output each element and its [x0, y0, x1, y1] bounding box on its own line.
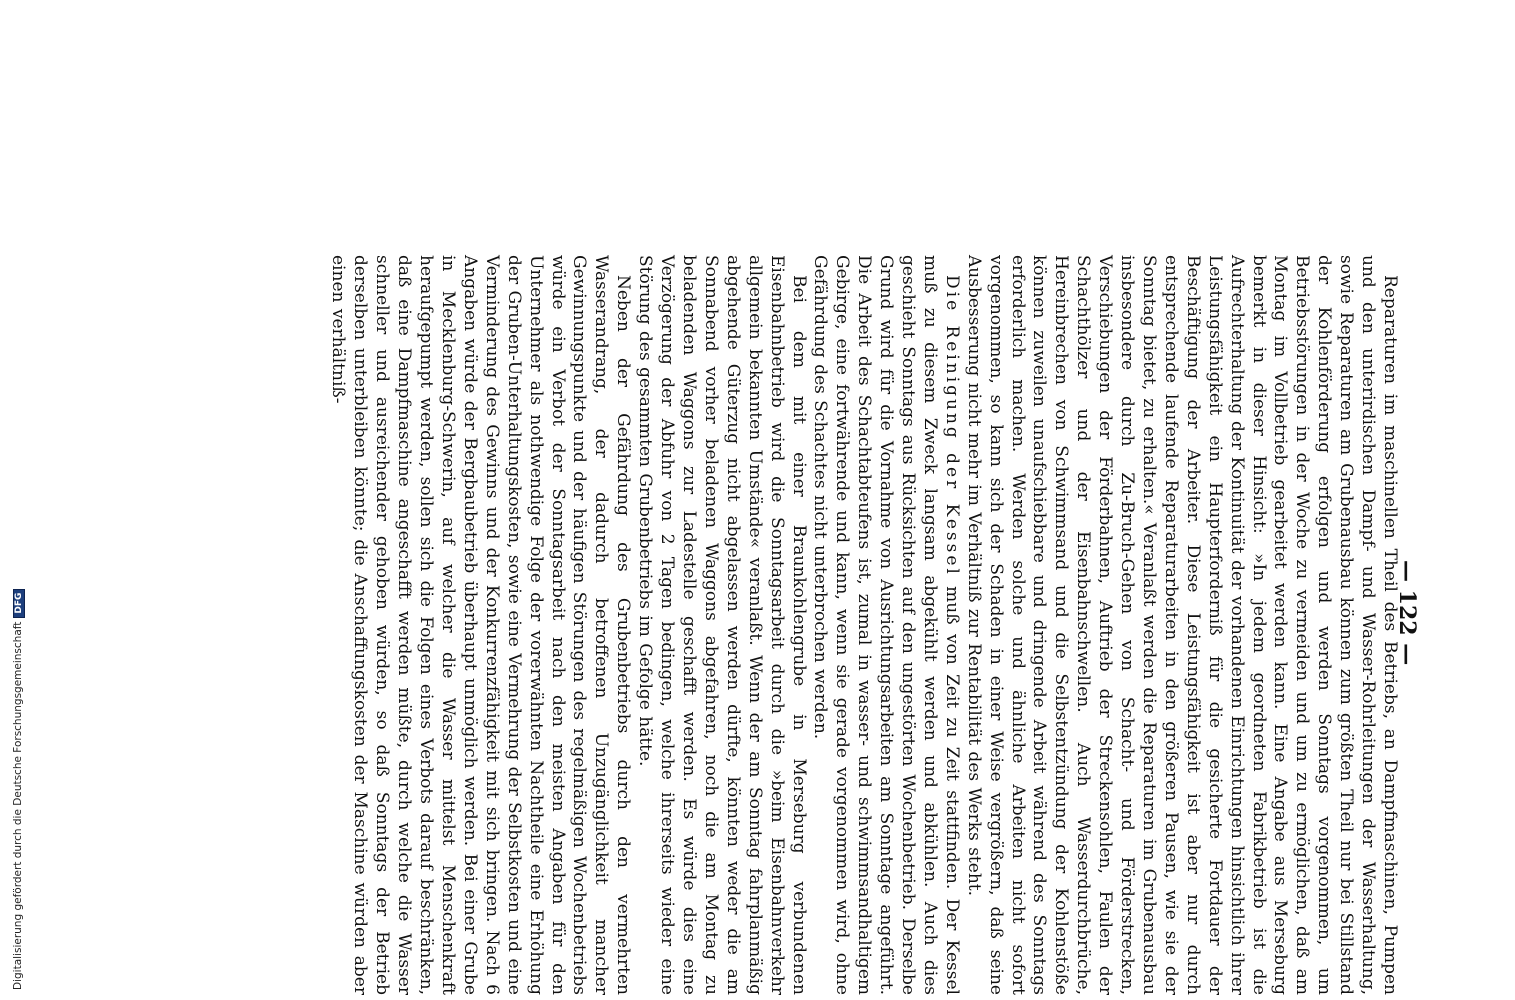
paragraph-3	[633, 255, 808, 995]
paragraph-4	[327, 255, 634, 995]
paragraph-2-text: muß von Zeit zu Zeit stattfinden. Der Kessel muß zu diesem Zweck langsam abgekühlt werden und abkühlen. Auch dies geschieht Sonntags aus Rücksichten auf den ungestörten Wochenbetrieb. Derselbe Grund wird für die Vornahme von Ausrichtungsarbeiten am Sonntage angeführt. Die Arbeit des Schachtabteufens ist, zumal in wasser- und schwimmsandhaltigem Gebirge, eine fortwährende und kann, wenn sie gerade vorgenommen wird, ohne Gefährdung des Schachtes nicht unterbrochen werden.	[810, 255, 962, 995]
credit-text: Digitalisierung gefördert durch die Deutsche Forschungsgemeinschaft	[12, 621, 24, 990]
paragraph-1	[962, 255, 1400, 995]
text-body	[327, 255, 1400, 995]
page-number: — 122 —	[1394, 560, 1420, 666]
paragraph-1-text: Reparaturen im maschinellen Theil des Betriebs, an Dampfmaschinen, Pumpen und den unterirdischen Dampf- und Wasser-Rohrleitungen der Wasserhaltung, sowie Reparaturen am Grubenausbau können zum größten Theil nur bei Stillstand der Kohlenförderung erfolgen und werden Sonntags vorgenommen, um Betriebsstörungen in der Woche zu vermeiden und um zu ermöglichen, daß am Montag im Vollbetrieb gearbeitet werden kann. Eine Angabe aus Merseburg bemerkt in dieser Hinsicht: »In jedem geordneten Fabrikbetrieb ist die Aufrechterhaltung der Kontinuität der vorhandenen Einrichtungen hinsichtlich ihrer Leistungsfähigkeit ein Haupterforderniß für die gesicherte Fortdauer der Beschäftigung der Arbeiter. Diese Leistungsfähigkeit ist aber nur durch entsprechende laufende Reparaturarbeiten in den größeren Pausen, wie sie der Sonntag bietet, zu erhalten.« Veranlaßt werden die Reparaturen im Grubenausbau insbesondere durch Zu-Bruch-Gehen von Schacht- und Förderstrecken, Verschiebungen der Förderbahnen, Auftrieb der Streckensohlen, Faulen der Schachthölzer und der Eisenbahnschwellen. Auch Wasserdurchbrüche, Hereinbrechen von Schwimmsand und die Selbstentzündung der Kohlenstöße können zuweilen unaufschiebbare und dringende Arbeit während des Sonntags erforderlich machen. Werden solche und ähnliche Arbeiten nicht sofort vorgenommen, so kann sich der Schaden in einer Weise vergrößern, daß seine Ausbesserung nicht mehr im Verhältniß zur Rentabilität des Werks steht.	[963, 255, 1400, 995]
digitization-credit	[12, 589, 25, 990]
paragraph-2	[809, 255, 962, 995]
paragraph-4-text: Neben der Gefährdung des Grubenbetriebs durch den vermehrten Wasserandrang, der dadurch betroffenen Unzugänglichkeit mancher Gewinnungspunkte und der häufigen Störungen des regelmäßigen Wochenbetriebs würde ein Verbot der Sonntagsarbeit nach den meisten Angaben für den Unternehmer als nothwendige Folge der vorerwähnten Nachtheile eine Erhöhung der Gruben-Unterhaltungskosten, sowie eine Vermehrung der Selbstkosten und eine Verminderung des Gewinns und der Konkurrenzfähigkeit mit sich bringen. Nach 6 Angaben würde der Bergbaubetrieb überhaupt unmöglich werden. Bei einer Grube in Mecklenburg-Schwerin, auf welcher die Wasser mittelst Menschenkraft heraufgepumpt werden, sollen sich die Folgen eines Verbots darauf beschränken, daß eine Dampfmaschine angeschafft werden müßte, durch welche die Wasser schneller und ausreichender gehoben würden, so daß Sonntags der Betrieb derselben unterbleiben könnte; die Anschaffungskosten der Maschine würden aber einen verhältniß-	[328, 255, 634, 995]
dfg-logo: DFG	[13, 589, 25, 618]
paragraph-2-spaced-lead: Die Reinigung der Kessel	[941, 275, 962, 577]
paragraph-3-text: Bei dem mit einer Braunkohlengrube in Merseburg verbundenen Eisenbahnbetrieb wird die Sonntagsarbeit durch die »beim Eisenbahnverkehr allgemein bekannten Umstände« veranlaßt. Wenn der am Sonntag fahrplanmäßig abgehende Güterzug nicht abgelassen werden dürfte, könnten weder die am Sonnabend vorher beladenen Waggons abgefahren, noch die am Montag zu beladenden Waggons zur Ladestelle geschafft werden. Es würde dies eine Verzögerung der Abfuhr von 2 Tagen bedingen, welche ihrerseits wieder eine Störung des gesammten Grubenbetriebs im Gefolge hätte.	[635, 255, 809, 995]
